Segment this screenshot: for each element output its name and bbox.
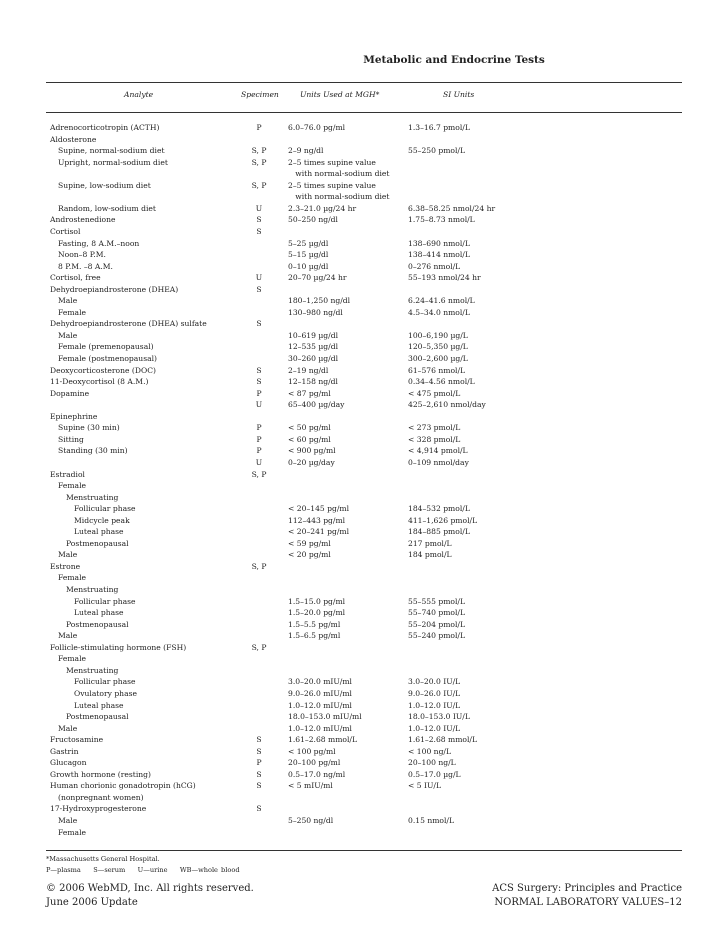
- si-units-cell: 0.34–4.56 nmol/L: [408, 377, 475, 387]
- specimen-cell: P: [256, 446, 262, 456]
- si-units-cell: 4.5–34.0 nmol/L: [408, 307, 470, 317]
- table-row: [0, 376, 728, 388]
- si-units-cell: < 100 ng/L: [408, 746, 452, 756]
- analyte-cell: (nonpregnant women): [58, 792, 144, 802]
- specimen-cell: S, P: [251, 146, 267, 156]
- analyte-cell: Menstruating: [66, 492, 119, 502]
- analyte-cell: Noon–8 P.M.: [58, 250, 106, 260]
- analyte-cell: Female: [58, 827, 86, 837]
- table-row: [0, 480, 728, 492]
- analyte-cell: Luteal phase: [74, 608, 124, 618]
- table-row: [0, 515, 728, 527]
- analyte-cell: Dehydroepiandrosterone (DHEA): [50, 284, 179, 294]
- analyte-cell: Follicular phase: [74, 677, 136, 687]
- si-units-cell: 9.0–26.0 IU/L: [408, 688, 461, 698]
- table-row: [0, 526, 728, 538]
- analyte-cell: Deoxycorticosterone (DOC): [50, 365, 156, 375]
- si-units-cell: 55–204 pmol/L: [408, 619, 466, 629]
- specimen-cell: S, P: [251, 642, 267, 652]
- specimen-cell: S: [256, 735, 262, 745]
- table-row: [0, 700, 728, 712]
- si-units-cell: 55–193 nmol/24 hr: [408, 273, 481, 283]
- units-mgh-cell: 30–260 µg/dl: [288, 354, 339, 363]
- si-units-cell: 55–250 pmol/L: [408, 146, 466, 156]
- analyte-cell: Dopamine: [50, 388, 90, 398]
- table-row: [0, 584, 728, 596]
- specimen-cell: S, P: [251, 180, 267, 190]
- table-row: [0, 134, 728, 146]
- analyte-cell: Cortisol: [50, 226, 81, 236]
- units-mgh-cell: < 20–241 pg/ml: [288, 527, 350, 537]
- si-units-cell: 120–5,350 µg/L: [408, 342, 468, 352]
- specimen-cell: S, P: [251, 561, 267, 571]
- analyte-cell: Female (postmenopausal): [58, 354, 158, 363]
- table-row: [0, 665, 728, 677]
- si-units-cell: < 5 IU/L: [408, 781, 442, 791]
- units-mgh-cell: 0–10 µg/dl: [288, 261, 329, 271]
- units-mgh-cell: 50–250 ng/dl: [288, 215, 338, 225]
- units-mgh-cell: < 87 pg/ml: [288, 388, 331, 398]
- table-row: [0, 261, 728, 273]
- analyte-cell: 17-Hydroxyprogesterone: [50, 804, 147, 814]
- analyte-cell: Fructosamine: [50, 735, 104, 745]
- table-row: [0, 434, 728, 446]
- si-units-cell: 6.24–41.6 nmol/L: [408, 296, 475, 306]
- table-row: [0, 422, 728, 434]
- units-mgh-cell: < 20–145 pg/ml: [288, 504, 350, 514]
- analyte-cell: Postmenopausal: [66, 712, 129, 722]
- analyte-cell: Follicle-stimulating hormone (FSH): [50, 642, 187, 652]
- specimen-cell: S: [256, 781, 262, 791]
- units-mgh-cell: 1.0–12.0 mIU/ml: [288, 723, 352, 733]
- table-row: [0, 399, 728, 411]
- si-units-cell: 18.0–153.0 IU/L: [408, 712, 470, 722]
- units-mgh-cell: 1.5–20.0 pg/ml: [288, 608, 346, 618]
- table-row: [0, 561, 728, 573]
- si-units-cell: 0–109 nmol/day: [408, 457, 469, 467]
- units-mgh-cell: 0.5–17.0 ng/ml: [288, 769, 346, 779]
- si-units-cell: 217 pmol/L: [408, 538, 452, 548]
- table-row: [0, 157, 728, 169]
- si-units-cell: 0–276 nmol/L: [408, 261, 461, 271]
- si-units-cell: 0.15 nmol/L: [408, 816, 455, 825]
- units-mgh-cell: 5–250 ng/dl: [288, 816, 334, 825]
- analyte-cell: 8 P.M. –8 A.M.: [58, 261, 113, 271]
- analyte-cell: Female: [58, 307, 86, 317]
- footnote-specimen-key: P—plasma S—serum U—urine WB—whole blood: [46, 866, 240, 874]
- units-mgh-cell: < 50 pg/ml: [288, 423, 331, 433]
- units-mgh-cell: 2–19 ng/dl: [288, 365, 329, 375]
- units-mgh-cell: 1.61–2.68 mmol/L: [288, 735, 358, 745]
- si-units-cell: 184–532 pmol/L: [408, 504, 470, 514]
- specimen-cell: S: [256, 365, 262, 375]
- table-row: [0, 341, 728, 353]
- table-row: [0, 723, 728, 735]
- table-row: [0, 365, 728, 377]
- table-row: [0, 226, 728, 238]
- si-units-cell: 55–740 pmol/L: [408, 608, 466, 618]
- units-mgh-cell: 18.0–153.0 mIU/ml: [288, 712, 362, 722]
- table-row: [0, 457, 728, 469]
- table-row: [0, 191, 728, 203]
- specimen-cell: S: [256, 746, 262, 756]
- si-units-cell: < 4,914 pmol/L: [408, 446, 468, 456]
- units-mgh-cell: 12–158 ng/dl: [288, 377, 338, 387]
- table-row: [0, 353, 728, 365]
- units-mgh-cell: with normal-sodium diet: [288, 169, 390, 179]
- table-row: [0, 307, 728, 319]
- footer-update: June 2006 Update: [46, 897, 138, 908]
- units-mgh-cell: 1.0–12.0 mIU/ml: [288, 700, 352, 710]
- si-units-cell: 55–555 pmol/L: [408, 596, 466, 606]
- table-row: [0, 815, 728, 827]
- specimen-cell: P: [256, 758, 262, 768]
- si-units-cell: 6.38–58.25 nmol/24 hr: [408, 203, 496, 213]
- table-row: [0, 630, 728, 642]
- specimen-cell: P: [256, 434, 262, 444]
- table-row: [0, 284, 728, 296]
- analyte-cell: Estradiol: [50, 469, 85, 479]
- units-mgh-cell: 2.3–21.0 µg/24 hr: [288, 203, 357, 213]
- table-row: [0, 711, 728, 723]
- analyte-cell: Upright, normal-sodium diet: [58, 157, 168, 167]
- table-row: [0, 607, 728, 619]
- si-units-cell: 138–414 nmol/L: [408, 250, 470, 260]
- units-mgh-cell: 2–9 ng/dl: [288, 146, 324, 156]
- si-units-cell: 184 pmol/L: [408, 550, 452, 560]
- specimen-cell: P: [256, 388, 262, 398]
- si-units-cell: 100–6,190 µg/L: [408, 330, 468, 340]
- footnote-mgh: *Massachusetts General Hospital.: [46, 855, 160, 863]
- specimen-cell: S: [256, 804, 262, 814]
- analyte-cell: Estrone: [50, 561, 81, 571]
- si-units-cell: 61–576 nmol/L: [408, 365, 466, 375]
- si-units-cell: 300–2,600 µg/L: [408, 354, 468, 363]
- table-row: [0, 769, 728, 781]
- table-row: [0, 549, 728, 561]
- table-row: [0, 330, 728, 342]
- table-row: [0, 642, 728, 654]
- table-row: [0, 145, 728, 157]
- table-row: [0, 572, 728, 584]
- table-row: [0, 688, 728, 700]
- units-mgh-cell: 1.5–15.0 pg/ml: [288, 596, 346, 606]
- specimen-cell: U: [255, 203, 263, 213]
- specimen-cell: U: [255, 400, 263, 410]
- units-mgh-cell: 5–25 µg/dl: [288, 238, 329, 248]
- table-bottom-rule: [46, 850, 682, 851]
- analyte-cell: Standing (30 min): [58, 446, 128, 456]
- specimen-cell: S: [256, 319, 262, 329]
- table-row: [0, 503, 728, 515]
- table-row: [0, 318, 728, 330]
- analyte-cell: Sitting: [58, 434, 84, 444]
- analyte-cell: Supine, low-sodium diet: [58, 180, 151, 190]
- units-mgh-cell: < 5 mIU/ml: [288, 781, 333, 791]
- specimen-cell: S: [256, 226, 262, 236]
- table-row: [0, 203, 728, 215]
- header-analyte: Analyte: [124, 90, 154, 99]
- units-mgh-cell: 5–15 µg/dl: [288, 250, 329, 260]
- units-mgh-cell: 180–1,250 ng/dl: [288, 296, 351, 306]
- analyte-cell: Female: [58, 481, 86, 491]
- table-row: [0, 596, 728, 608]
- table-row: [0, 734, 728, 746]
- table-row: [0, 445, 728, 457]
- table-row: [0, 238, 728, 250]
- si-units-cell: 20–100 ng/L: [408, 758, 456, 768]
- analyte-cell: Androstenedione: [50, 215, 116, 225]
- analyte-cell: Cortisol, free: [50, 273, 101, 283]
- units-mgh-cell: 2–5 times supine value: [288, 157, 376, 167]
- si-units-cell: 0.5–17.0 µg/L: [408, 769, 461, 779]
- units-mgh-cell: 10–619 µg/dl: [288, 330, 339, 340]
- analyte-cell: Glucagon: [50, 758, 87, 768]
- specimen-cell: S: [256, 284, 262, 294]
- table-row: [0, 388, 728, 400]
- specimen-cell: P: [256, 423, 262, 433]
- si-units-cell: 3.0–20.0 IU/L: [408, 677, 461, 687]
- units-mgh-cell: 3.0–20.0 mIU/ml: [288, 677, 352, 687]
- table-row: [0, 492, 728, 504]
- table-row: [0, 746, 728, 758]
- specimen-cell: U: [255, 273, 263, 283]
- table-row: [0, 827, 728, 839]
- table-row: [0, 249, 728, 261]
- specimen-cell: S, P: [251, 469, 267, 479]
- si-units-cell: 411–1,626 pmol/L: [408, 515, 478, 525]
- page-title: Metabolic and Endocrine Tests: [363, 54, 545, 66]
- units-mgh-cell: 1.5–5.5 pg/ml: [288, 619, 341, 629]
- units-mgh-cell: 6.0–76.0 pg/ml: [288, 123, 346, 132]
- analyte-cell: Follicular phase: [74, 504, 136, 514]
- units-mgh-cell: 2–5 times supine value: [288, 180, 376, 190]
- si-units-cell: < 273 pmol/L: [408, 423, 461, 433]
- units-mgh-cell: < 59 pg/ml: [288, 538, 331, 548]
- analyte-cell: Menstruating: [66, 585, 119, 594]
- table-row: [0, 122, 728, 134]
- analyte-cell: Ovulatory phase: [74, 688, 137, 698]
- analyte-cell: Supine (30 min): [58, 423, 120, 433]
- specimen-cell: S: [256, 377, 262, 387]
- analyte-cell: Random, low-sodium diet: [58, 203, 156, 213]
- analyte-cell: Adrenocorticotropin (ACTH): [50, 123, 160, 132]
- analyte-cell: Luteal phase: [74, 527, 124, 537]
- units-mgh-cell: 20–70 µg/24 hr: [288, 273, 347, 283]
- table-row: [0, 780, 728, 792]
- table-row: [0, 803, 728, 815]
- analyte-cell: Epinephrine: [50, 411, 98, 421]
- analyte-cell: Supine, normal-sodium diet: [58, 146, 165, 156]
- header-specimen: Specimen: [241, 90, 279, 99]
- footer-section: NORMAL LABORATORY VALUES–12: [494, 897, 682, 908]
- analyte-cell: Gastrin: [50, 746, 79, 756]
- units-mgh-cell: 9.0–26.0 mIU/ml: [288, 688, 352, 698]
- analyte-cell: Fasting, 8 A.M.–noon: [58, 238, 140, 248]
- si-units-cell: < 328 pmol/L: [408, 434, 461, 444]
- analyte-cell: Female: [58, 573, 86, 583]
- si-units-cell: 1.0–12.0 IU/L: [408, 723, 461, 733]
- analyte-cell: Postmenopausal: [66, 619, 129, 629]
- si-units-cell: 425–2,610 nmol/day: [408, 400, 486, 410]
- table-row: [0, 411, 728, 423]
- specimen-cell: S: [256, 215, 262, 225]
- analyte-cell: Menstruating: [66, 665, 119, 675]
- units-mgh-cell: 12–535 µg/dl: [288, 342, 339, 352]
- table-top-rule: [46, 82, 682, 83]
- si-units-cell: 1.61–2.68 mmol/L: [408, 735, 478, 745]
- specimen-cell: U: [255, 457, 263, 467]
- specimen-cell: S, P: [251, 157, 267, 167]
- units-mgh-cell: < 20 pg/ml: [288, 550, 331, 560]
- analyte-cell: 11-Deoxycortisol (8 A.M.): [50, 377, 149, 387]
- analyte-cell: Growth hormone (resting): [50, 769, 151, 779]
- units-mgh-cell: 1.5–6.5 pg/ml: [288, 631, 341, 641]
- table-row: [0, 180, 728, 192]
- units-mgh-cell: < 60 pg/ml: [288, 434, 331, 444]
- analyte-cell: Dehydroepiandrosterone (DHEA) sulfate: [50, 319, 207, 329]
- units-mgh-cell: with normal-sodium diet: [288, 192, 390, 202]
- table-row: [0, 653, 728, 665]
- table-row: [0, 757, 728, 769]
- analyte-cell: Aldosterone: [50, 134, 97, 144]
- analyte-cell: Male: [58, 723, 78, 733]
- table-row: [0, 272, 728, 284]
- analyte-cell: Human chorionic gonadotropin (hCG): [50, 781, 196, 791]
- analyte-cell: Male: [58, 631, 78, 641]
- analyte-cell: Midcycle peak: [74, 515, 130, 525]
- table-row: [0, 619, 728, 631]
- analyte-cell: Male: [58, 330, 78, 340]
- table-row: [0, 469, 728, 481]
- analyte-cell: Luteal phase: [74, 700, 124, 710]
- units-mgh-cell: 130–980 ng/dl: [288, 307, 343, 317]
- analyte-cell: Male: [58, 296, 78, 306]
- analyte-cell: Female (premenopausal): [58, 342, 154, 352]
- table-row: [0, 168, 728, 180]
- units-mgh-cell: 20–100 pg/ml: [288, 758, 341, 768]
- units-mgh-cell: < 100 pg/ml: [288, 746, 336, 756]
- analyte-cell: Male: [58, 550, 78, 560]
- table-row: [0, 214, 728, 226]
- si-units-cell: 1.75–8.73 nmol/L: [408, 215, 475, 225]
- table-row: [0, 792, 728, 804]
- analyte-cell: Follicular phase: [74, 596, 136, 606]
- analyte-cell: Postmenopausal: [66, 538, 129, 548]
- units-mgh-cell: < 900 pg/ml: [288, 446, 336, 456]
- units-mgh-cell: 65–400 µg/day: [288, 400, 345, 410]
- units-mgh-cell: 112–443 pg/ml: [288, 515, 346, 525]
- table-row: [0, 295, 728, 307]
- si-units-cell: 184–885 pmol/L: [408, 527, 470, 537]
- table-row: [0, 538, 728, 550]
- table-header-rule: [46, 112, 682, 113]
- header-si-units: SI Units: [443, 90, 475, 99]
- specimen-cell: S: [256, 769, 262, 779]
- footer-book-title: ACS Surgery: Principles and Practice: [492, 883, 682, 894]
- analyte-cell: Female: [58, 654, 86, 664]
- si-units-cell: 1.0–12.0 IU/L: [408, 700, 461, 710]
- si-units-cell: < 475 pmol/L: [408, 388, 461, 398]
- specimen-cell: P: [256, 123, 262, 132]
- si-units-cell: 1.3–16.7 pmol/L: [408, 123, 470, 132]
- footer-copyright: © 2006 WebMD, Inc. All rights reserved.: [46, 883, 254, 894]
- units-mgh-cell: 0–20 µg/day: [288, 457, 335, 467]
- table-row: [0, 676, 728, 688]
- si-units-cell: 138–690 nmol/L: [408, 238, 470, 248]
- header-units-mgh: Units Used at MGH*: [300, 90, 380, 99]
- si-units-cell: 55–240 pmol/L: [408, 631, 466, 641]
- analyte-cell: Male: [58, 816, 78, 825]
